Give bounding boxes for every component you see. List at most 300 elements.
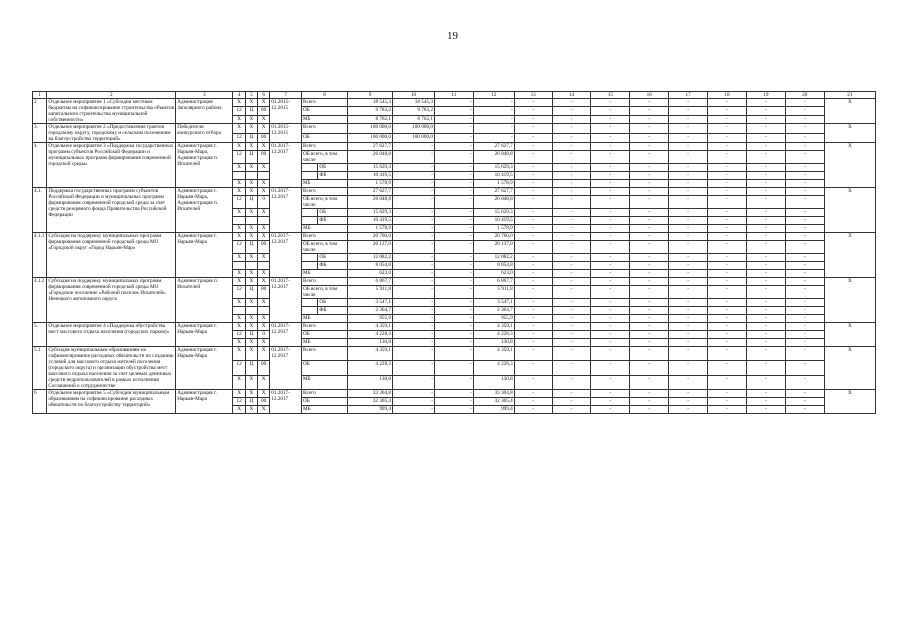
value-cell: - [630, 225, 669, 233]
item-name: Поддержка государственных программ субъектов Российской Федерации и муниципальных программ формирования современной городской среды за счет средств резервного фонда Правительства Российской Федерации [47, 188, 176, 233]
table-row [33, 323, 876, 331]
value-cell: - [591, 286, 630, 299]
value-cell: - [746, 315, 785, 323]
value-cell: - [785, 323, 824, 331]
value-cell: - [434, 107, 473, 115]
value-cell: - [393, 217, 435, 225]
code-cell: X [245, 143, 257, 151]
value-cell: - [669, 180, 708, 188]
source-gap [301, 254, 317, 262]
table-row [33, 390, 876, 398]
header-cell: 18 [708, 92, 747, 99]
value-cell: 130,8 [348, 339, 393, 347]
value-cell: - [630, 143, 669, 151]
value-cell: - [552, 299, 591, 307]
code-cell: 12 [233, 107, 245, 115]
code-cell: X [245, 299, 257, 307]
value-cell: - [552, 180, 591, 188]
value-cell: - [591, 172, 630, 180]
value-cell: - [669, 375, 708, 389]
code-cell: X [258, 225, 270, 233]
value-cell: - [708, 254, 747, 262]
value-cell: - [552, 390, 591, 398]
value-cell: - [669, 347, 708, 361]
code-cell: X [233, 323, 245, 331]
value-cell: - [630, 209, 669, 217]
value-cell: - [434, 270, 473, 278]
code-cell: X [245, 315, 257, 323]
value-cell: - [591, 315, 630, 323]
value-cell: - [393, 241, 435, 254]
value-cell: 1 578,9 [473, 180, 514, 188]
code-cell [245, 172, 257, 180]
value-cell: - [434, 375, 473, 389]
code-cell: X [233, 188, 245, 196]
value-cell: 20 760,0 [473, 233, 514, 241]
value-cell: - [591, 278, 630, 286]
table-row [33, 278, 876, 286]
value-cell: - [630, 307, 669, 315]
item-name: Отдельное мероприятие 1 «Субсидии местным бюджетам на софинансирование строительства объектов капитального строительства муниципальной собственности» [48, 99, 175, 123]
value-cell: - [669, 262, 708, 270]
funding-source: Всего [301, 99, 347, 107]
value-cell: - [708, 217, 747, 225]
value-cell: - [669, 286, 708, 299]
value-cell: - [785, 398, 824, 406]
value-cell: - [591, 262, 630, 270]
value-cell: - [552, 398, 591, 406]
code-cell: X [258, 270, 270, 278]
value-cell: - [630, 262, 669, 270]
header-cell: 2 [47, 92, 176, 99]
value-cell: - [514, 262, 552, 270]
item-number: 4.1.2 [33, 278, 47, 323]
code-cell: 00 [258, 361, 270, 375]
value-cell: - [669, 315, 708, 323]
value-cell: 4 228,3 [348, 331, 393, 339]
value-cell: - [708, 209, 747, 217]
code-cell: X [233, 406, 245, 414]
value-cell: - [514, 270, 552, 278]
value-cell: - [552, 315, 591, 323]
item-executor: Администрация г. Нарьян-Мара [176, 390, 233, 414]
value-cell: - [434, 398, 473, 406]
value-cell: 955,9 [348, 315, 393, 323]
code-cell: X [245, 406, 257, 414]
value-cell: - [552, 133, 591, 143]
value-cell: - [785, 307, 824, 315]
value-cell: - [514, 299, 552, 307]
code-cell: X [258, 323, 270, 331]
funding-source: ОБ [301, 398, 347, 406]
value-cell: - [434, 233, 473, 241]
value-cell: 20 137,0 [348, 241, 393, 254]
value-cell: - [630, 375, 669, 389]
value-cell: - [552, 188, 591, 196]
value-cell: - [746, 254, 785, 262]
funding-source: Всего [301, 323, 347, 331]
value-cell: - [708, 151, 747, 164]
result-mark: X [824, 347, 875, 390]
code-cell: Ц [245, 196, 257, 209]
value-cell: 3 547,1 [473, 299, 514, 307]
value-cell: - [630, 315, 669, 323]
value-cell: - [630, 164, 669, 172]
value-cell: - [591, 151, 630, 164]
value-cell: - [434, 286, 473, 299]
item-name: Отдельное мероприятие 4 «Поддержка обустройства мест массового отдыха населения (городских парков)» [47, 323, 176, 347]
value-cell: - [746, 390, 785, 398]
value-cell: 4 228,3 [473, 331, 514, 339]
funding-source: Всего [301, 143, 347, 151]
funding-source: ОБ [318, 254, 348, 262]
value-cell: - [434, 339, 473, 347]
code-cell: X [245, 375, 257, 389]
value-cell: - [552, 143, 591, 151]
value-cell: - [434, 143, 473, 151]
value-cell: - [708, 172, 747, 180]
value-cell: - [514, 323, 552, 331]
funding-source: ОБ [301, 361, 347, 375]
value-cell: - [393, 172, 435, 180]
value-cell: - [669, 331, 708, 339]
value-cell: - [746, 406, 785, 414]
code-cell: X [258, 278, 270, 286]
value-cell: - [514, 164, 552, 172]
value-cell: - [669, 172, 708, 180]
funding-source: Всего [301, 390, 347, 398]
value-cell: - [434, 196, 473, 209]
item-period: 01.2017-12.2017 [270, 390, 302, 414]
value-cell: - [669, 241, 708, 254]
value-cell: - [708, 196, 747, 209]
value-cell: 1 578,9 [348, 225, 393, 233]
code-cell: X [258, 347, 270, 361]
value-cell: - [514, 390, 552, 398]
value-cell: - [552, 172, 591, 180]
code-cell: X [233, 233, 245, 241]
code-cell: X [233, 143, 245, 151]
value-cell: 999,4 [348, 406, 393, 414]
value-cell: - [393, 209, 435, 217]
value-cell: - [434, 323, 473, 331]
item-executor: Администрация г. Нарьян-Мара [176, 233, 233, 278]
value-cell: - [746, 188, 785, 196]
value-cell: - [393, 299, 435, 307]
value-cell: - [630, 133, 669, 143]
value-cell: 130,8 [473, 375, 514, 389]
code-cell: Ц [245, 331, 257, 339]
value-cell: - [708, 241, 747, 254]
value-cell: 27 627,7 [348, 143, 393, 151]
value-cell: - [669, 278, 708, 286]
item-number: 3. [33, 124, 47, 143]
value-cell: - [669, 361, 708, 375]
value-cell: - [669, 233, 708, 241]
value-cell: - [393, 278, 435, 286]
value-cell: - [393, 375, 435, 389]
code-cell: X [233, 375, 245, 389]
value-cell: - [393, 151, 435, 164]
code-cell: X [233, 299, 245, 307]
value-cell: - [630, 233, 669, 241]
value-cell: - [630, 398, 669, 406]
value-cell: - [393, 164, 435, 172]
value-cell: 100 000,0 [393, 133, 435, 143]
value-cell: - [591, 225, 630, 233]
value-cell: - [552, 286, 591, 299]
value-cell: 5 911,8 [473, 286, 514, 299]
funding-source: ОБ [301, 331, 347, 339]
value-cell: - [434, 390, 473, 398]
item-period: 01.2017-12.2017 [270, 323, 302, 347]
value-cell: - [591, 339, 630, 347]
value-cell: - [746, 398, 785, 406]
value-cell: 623,0 [348, 270, 393, 278]
code-cell: X [245, 339, 257, 347]
value-cell: 8 054,8 [348, 262, 393, 270]
value-cell: - [708, 315, 747, 323]
value-cell: - [785, 164, 824, 172]
value-cell: - [785, 143, 824, 151]
code-cell: X [245, 115, 257, 123]
table-row [33, 143, 876, 151]
code-cell: 00 [258, 398, 270, 406]
value-cell: - [785, 196, 824, 209]
value-cell: - [785, 254, 824, 262]
value-cell: - [393, 286, 435, 299]
value-cell: 623,0 [473, 270, 514, 278]
code-cell: Ц [245, 398, 257, 406]
value-cell: - [785, 180, 824, 188]
code-cell: X [245, 164, 257, 172]
value-cell: 2 364,7 [348, 307, 393, 315]
value-cell: - [708, 323, 747, 331]
value-cell: 8 762,1 [393, 115, 435, 123]
code-cell: 0 [258, 331, 270, 339]
value-cell: - [785, 262, 824, 270]
code-cell: X [233, 124, 245, 134]
value-cell: - [591, 124, 630, 134]
value-cell: 4 228,3 [348, 361, 393, 375]
value-cell: 26 048,8 [348, 151, 393, 164]
item-name: Субсидия муниципальным образованиям на софинансирование расходных обязательств по созданию условий для массового отдыха жителей поселения (городского округа) и организации обустройства мест массового отдыха населения за счет целевых денежных средств недропользователей в рамках исполнения Соглашений о сотрудничестве [47, 347, 176, 390]
value-cell: - [591, 241, 630, 254]
value-cell: - [514, 361, 552, 375]
value-cell: - [473, 99, 514, 107]
value-cell: - [630, 347, 669, 361]
value-cell: - [514, 241, 552, 254]
code-cell: X [233, 254, 245, 262]
value-cell: - [514, 151, 552, 164]
value-cell: - [514, 143, 552, 151]
value-cell: - [630, 217, 669, 225]
value-cell: 3 547,1 [348, 299, 393, 307]
value-cell: - [708, 299, 747, 307]
code-cell: X [245, 99, 257, 107]
value-cell: 12 082,2 [473, 254, 514, 262]
code-cell [258, 307, 270, 315]
funding-source: МБ [301, 180, 347, 188]
item-period: 01.2015-12.2015 [270, 99, 302, 124]
value-cell: - [669, 307, 708, 315]
funding-source: ОБ всего, в том числе [301, 151, 347, 164]
value-cell: - [514, 172, 552, 180]
value-cell: - [552, 124, 591, 134]
value-cell: - [514, 115, 552, 123]
value-cell: - [552, 196, 591, 209]
value-cell: - [514, 133, 552, 143]
value-cell: - [514, 180, 552, 188]
funding-source: МБ [301, 315, 347, 323]
value-cell: - [434, 188, 473, 196]
code-cell: X [258, 315, 270, 323]
value-cell: - [785, 217, 824, 225]
result-mark: X [824, 188, 875, 233]
value-cell: - [514, 307, 552, 315]
code-cell: X [233, 180, 245, 188]
code-cell: 12 [233, 398, 245, 406]
code-cell: Ц [245, 151, 257, 164]
code-cell: 12 [233, 196, 245, 209]
funding-source: Всего [301, 188, 347, 196]
value-cell: - [591, 270, 630, 278]
funding-source: Всего [301, 233, 347, 241]
table-row [33, 233, 876, 241]
code-cell: X [245, 270, 257, 278]
value-cell: - [591, 406, 630, 414]
value-cell: - [552, 115, 591, 123]
value-cell: - [669, 188, 708, 196]
code-cell: X [245, 254, 257, 262]
code-cell: X [233, 209, 245, 217]
header-cell: 8 [301, 92, 347, 99]
value-cell: - [630, 390, 669, 398]
value-cell: 4 228,3 [473, 361, 514, 375]
code-cell: X [233, 339, 245, 347]
item-number: 4.1.1 [33, 233, 47, 278]
value-cell: - [514, 233, 552, 241]
value-cell: - [746, 278, 785, 286]
value-cell: - [785, 331, 824, 339]
value-cell: - [514, 339, 552, 347]
value-cell: - [473, 133, 514, 143]
header-cell: 12 [473, 92, 514, 99]
item-number: 5.1 [33, 347, 47, 390]
code-cell: 0 [258, 196, 270, 209]
value-cell: - [746, 241, 785, 254]
value-cell: - [785, 209, 824, 217]
funding-source: ФБ [318, 307, 348, 315]
value-cell: 15 629,3 [348, 164, 393, 172]
value-cell: - [514, 406, 552, 414]
value-cell: - [746, 151, 785, 164]
value-cell: - [785, 115, 824, 123]
value-cell: - [393, 225, 435, 233]
table-row [33, 99, 876, 107]
value-cell: - [785, 225, 824, 233]
value-cell: - [393, 143, 435, 151]
code-cell [233, 307, 245, 315]
result-mark: X [824, 124, 875, 143]
value-cell: - [746, 196, 785, 209]
value-cell: - [746, 180, 785, 188]
value-cell: - [669, 270, 708, 278]
value-cell: - [708, 107, 747, 115]
value-cell: - [669, 339, 708, 347]
value-cell: - [591, 164, 630, 172]
value-cell: 10 419,5 [473, 172, 514, 180]
value-cell: - [591, 361, 630, 375]
value-cell: 9 783,2 [393, 107, 435, 115]
result-mark: X [824, 278, 875, 323]
value-cell: - [708, 347, 747, 361]
value-cell: - [669, 299, 708, 307]
value-cell: 6 867,7 [348, 278, 393, 286]
value-cell: 4 359,1 [348, 323, 393, 331]
value-cell: - [552, 241, 591, 254]
value-cell: - [393, 307, 435, 315]
item-period: 01.2017-12.2017 [270, 143, 302, 188]
funding-source: МБ [301, 270, 347, 278]
value-cell: - [746, 225, 785, 233]
value-cell: - [434, 241, 473, 254]
value-cell: - [630, 323, 669, 331]
value-cell: - [785, 375, 824, 389]
value-cell: - [393, 323, 435, 331]
value-cell: - [514, 331, 552, 339]
funding-source: МБ [301, 375, 347, 389]
value-cell: 15 629,3 [348, 209, 393, 217]
table-row [33, 124, 876, 134]
value-cell: - [708, 278, 747, 286]
value-cell: - [746, 115, 785, 123]
code-cell: 00 [258, 151, 270, 164]
value-cell: - [552, 323, 591, 331]
value-cell: - [746, 347, 785, 361]
value-cell: - [630, 286, 669, 299]
code-cell: X [245, 124, 257, 134]
value-cell: - [630, 180, 669, 188]
code-cell: X [233, 99, 245, 107]
funding-source: ОБ всего, в том числе [301, 241, 347, 254]
value-cell: - [552, 406, 591, 414]
value-cell: 1 578,9 [473, 225, 514, 233]
funding-source: ФБ [318, 262, 348, 270]
value-cell: - [393, 188, 435, 196]
header-cell: 14 [552, 92, 591, 99]
value-cell: - [434, 254, 473, 262]
value-cell: - [785, 390, 824, 398]
value-cell: - [746, 339, 785, 347]
funding-source: Всего [301, 278, 347, 286]
value-cell: 10 419,5 [473, 217, 514, 225]
value-cell: - [708, 270, 747, 278]
code-cell: X [233, 278, 245, 286]
code-cell: Ц [245, 133, 257, 143]
value-cell: 10 419,5 [348, 217, 393, 225]
value-cell: - [669, 196, 708, 209]
value-cell: - [630, 151, 669, 164]
value-cell: - [708, 406, 747, 414]
source-gap [301, 307, 317, 315]
value-cell: - [591, 143, 630, 151]
value-cell: - [630, 299, 669, 307]
value-cell: - [630, 339, 669, 347]
value-cell: - [434, 361, 473, 375]
funding-source: ОБ [301, 133, 347, 143]
value-cell: - [552, 164, 591, 172]
